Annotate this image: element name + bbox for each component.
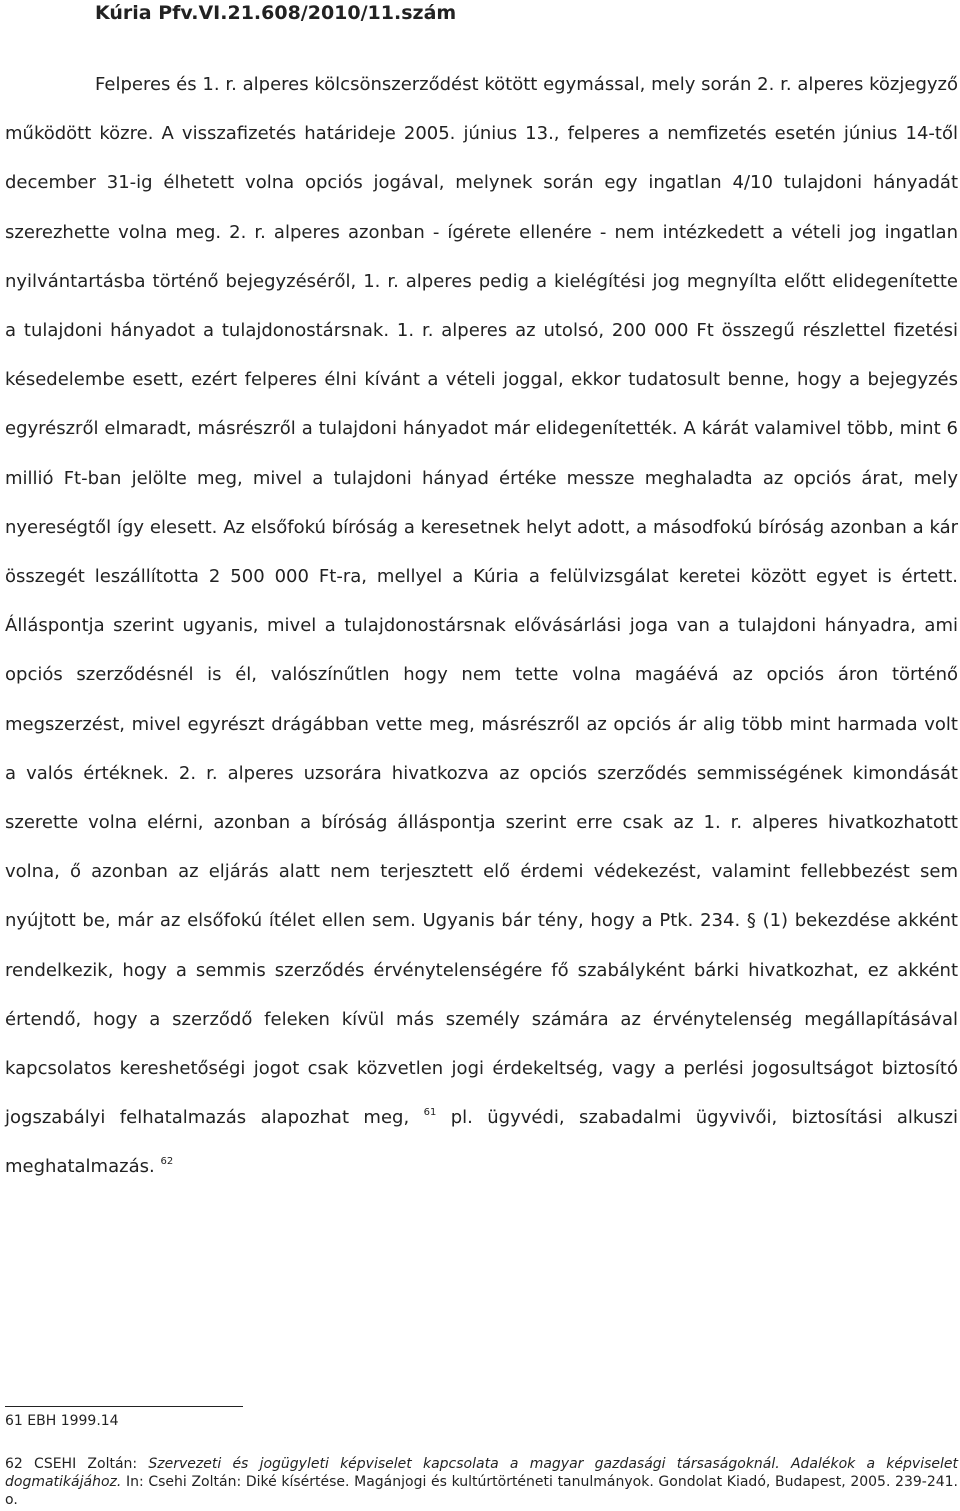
footnote-ref-61[interactable]: 61: [423, 1107, 437, 1119]
footnote-62: [5, 1455, 958, 1509]
body-text-end: pl. ügyvédi, szabadalmi ügyvivői, biztosítási alkuszi meghatalmazás.: [5, 1107, 958, 1178]
body-text-main: Felperes és 1. r. alperes kölcsönszerződést kötött egymással, mely során 2. r. alperes közjegyző működött közre. A visszafizetés határideje 2005. június 13., felperes a nemfizetés esetén június 14-től december 31-ig élhetett volna opciós jogával, melynek során egy ingatlan 4/10 tulajdoni hányadát szerezhette volna meg. 2. r. alperes azonban - ígérete ellenére - nem intézkedett a vételi jog ingatlan nyilvántartásba történő bejegyzéséről, 1. r. alperes pedig a kielégítési jog megnyílta előtt elidegenítette a tulajdoni hányadot a tulajdonostársnak. 1. r. alperes az utolsó, 200 000 Ft összegű részlettel fizetési késedelembe esett, ezért felperes élni kívánt a vételi joggal, ekkor tudatosult benne, hogy a bejegyzés egyrészről elmaradt, másrészről a tulajdoni hányadot már elidegenítették. A kárát valamivel több, mint 6 millió Ft-ban jelölte meg, mivel a tulajdoni hányad értéke messze meghaladta az opciós árat, mely nyereségtől így elesett. Az elsőfokú bíróság a keresetnek helyt adott, a másodfokú bíróság azonban a kár összegét leszállította 2 500 000 Ft-ra, mellyel a Kúria a felülvizsgálat keretei között egyet is értett. Álláspontja szerint ugyanis, mivel a tulajdonostársnak elővásárlási joga van a tulajdoni hányadra, ami opciós szerződésnél is él, valószínűtlen hogy nem tette volna magáévá az opciós áron történő megszerzést, mivel egyrészt drágábban vette meg, másrészről az opciós ár alig több mint harmada volt a valós értéknek. 2. r. alperes uzsorára hivatkozva az opciós szerződés semmisségének kimondását szerette volna elérni, azonban a bíróság álláspontja szerint erre csak az 1. r. alperes hivatkozhatott volna, ő azonban az eljárás alatt nem terjesztett elő érdemi védekezést, valamint fellebbezést sem nyújtott be, már az elsőfokú ítélet ellen sem. Ugyanis bár tény, hogy a Ptk. 234. § (1) bekezdése akként rendelkezik, hogy a semmis szerződés érvénytelenségére fő szabályként bárki hivatkozhat, ez akként értendő, hogy a szerződő feleken kívül más személy számára az érvénytelenség megállapításával kapcsolatos kereshetőségi jogot csak közvetlen jogi érdekeltség, vagy a perlési jogosultságot biztosító jogszabályi felhatalmazás alapozhat meg,: [5, 74, 958, 1129]
footnote-ref-62[interactable]: 62: [160, 1156, 174, 1168]
footnote-61: 61 EBH 1999.14: [5, 1413, 119, 1429]
footnote-62-title: Szervezeti és jogügyleti képviselet kapcsolata a magyar gazdasági társaságoknál. Adalékok a képviselet dogmatikájához.: [5, 1456, 958, 1490]
footnote-62-author: 62 CSEHI Zoltán:: [5, 1456, 149, 1472]
body-paragraph: [5, 60, 958, 1192]
footnote-separator: [5, 1406, 243, 1407]
footnote-62-source: In: Csehi Zoltán: Diké kísértése. Magánjogi és kultúrtörténeti tanulmányok. Gondolat Kiadó, Budapest, 2005. 239-241. o.: [5, 1474, 958, 1508]
document-header: Kúria Pfv.VI.21.608/2010/11.szám: [95, 2, 457, 24]
